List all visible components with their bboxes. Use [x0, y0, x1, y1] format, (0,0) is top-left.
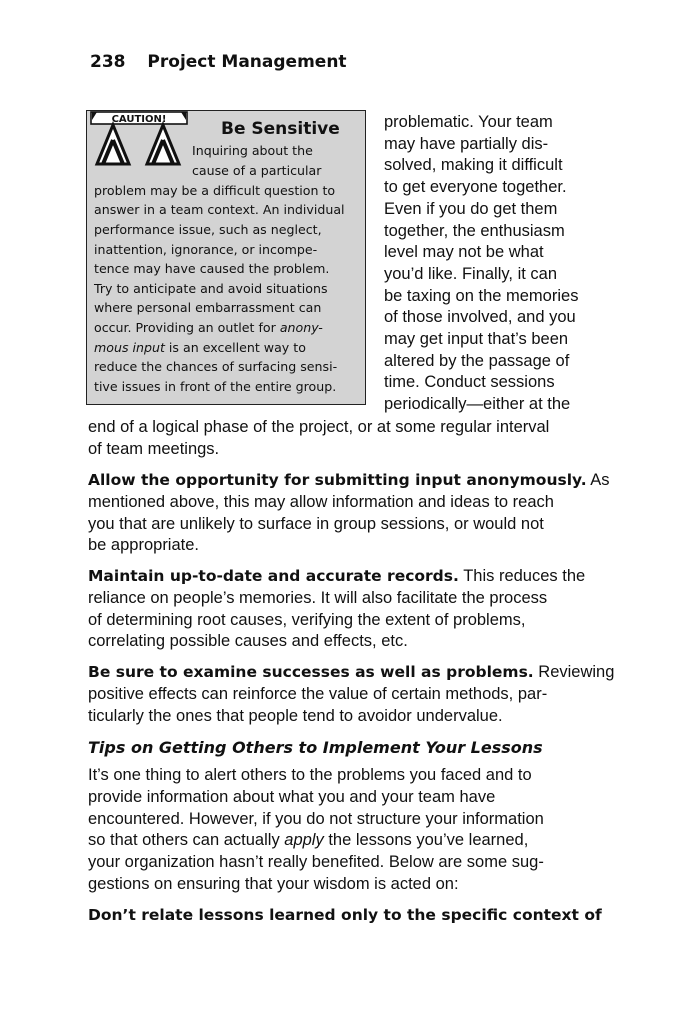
- text-line: be taxing on the memories: [384, 286, 579, 305]
- page-number: 238: [90, 52, 126, 72]
- paragraph-final: [88, 905, 600, 927]
- text-line: correlating possible causes and effects, etc.: [88, 632, 408, 651]
- text-line: gestions on ensuring that your wisdom is acted on:: [88, 874, 459, 893]
- text-line: you that are unlikely to surface in group sessions, or would not: [88, 514, 544, 533]
- running-header: [90, 52, 347, 72]
- text-line: encountered. However, if you do not structure your information: [88, 809, 544, 828]
- caution-line: mous input is an excellent way to: [94, 340, 306, 355]
- text-line: reliance on people’s memories. It will also facilitate the process: [88, 588, 548, 607]
- body-text-right-column: [384, 112, 578, 416]
- text-line: Maintain up-to-date and accurate records. This reduces the: [88, 567, 586, 585]
- text-line: together, the enthusiasm: [384, 221, 565, 240]
- paragraph-lead: Allow the opportunity for submitting input anonymously.: [88, 471, 587, 489]
- text-line: end of a logical phase of the project, or at some regular interval: [88, 418, 550, 436]
- text-line: so that others can actually apply the lessons you’ve learned,: [88, 831, 529, 850]
- caution-line: Try to anticipate and avoid situations: [94, 281, 328, 296]
- caution-line: Inquiring about the: [192, 143, 313, 158]
- caution-line: where personal embarrassment can: [94, 300, 322, 315]
- text-line: of those involved, and you: [384, 308, 576, 327]
- text-line: Even if you do get them: [384, 199, 558, 218]
- text-line: you’d like. Finally, it can: [384, 264, 558, 283]
- section-heading: Tips on Getting Others to Implement Your Lessons: [88, 738, 543, 757]
- caution-icon-label: CAUTION!: [111, 114, 167, 125]
- caution-icon: [89, 108, 191, 166]
- paragraph-lead: Don’t relate lessons learned only to the specific context of: [88, 906, 602, 924]
- text-line: time. Conduct sessions: [384, 373, 555, 392]
- text-line: mentioned above, this may allow information and ideas to reach: [88, 492, 554, 511]
- paragraph-lead: Maintain up-to-date and accurate records.: [88, 567, 459, 585]
- caution-title: Be Sensitive: [221, 119, 340, 139]
- text-line: may have partially dis-: [384, 134, 549, 153]
- text-line: may get input that’s been: [384, 330, 569, 349]
- text-line: altered by the passage of: [384, 351, 570, 370]
- text-line: It’s one thing to alert others to the problems you faced and to: [88, 766, 532, 784]
- caution-line: tive issues in front of the entire group.: [94, 379, 337, 394]
- caution-line: tence may have caused the problem.: [94, 261, 330, 276]
- caution-line: answer in a team context. An individual: [94, 202, 345, 217]
- text-line: solved, making it difficult: [384, 156, 563, 175]
- text-line: Be sure to examine successes as well as problems. Reviewing: [88, 663, 615, 681]
- running-title: Project Management: [147, 52, 347, 72]
- text-line: periodically—either at the: [384, 395, 571, 414]
- paragraph-accurate-records: [88, 566, 600, 653]
- paragraph-examine-successes: [88, 662, 615, 727]
- text-line: to get everyone together.: [384, 178, 567, 197]
- caution-line: cause of a particular: [192, 163, 322, 178]
- text-line: provide information about what you and your team have: [88, 787, 496, 806]
- emphasis: apply: [284, 831, 324, 850]
- text-line: of team meetings.: [88, 439, 220, 458]
- body-text-continuation: [88, 417, 600, 461]
- text-line: level may not be what: [384, 243, 544, 262]
- caution-line: occur. Providing an outlet for anony-: [94, 320, 323, 335]
- caution-line: reduce the chances of surfacing sensi-: [94, 359, 338, 374]
- paragraph-tips: [88, 765, 600, 896]
- caution-line: performance issue, such as neglect,: [94, 222, 322, 237]
- paragraph-lead: Be sure to examine successes as well as problems.: [88, 663, 534, 681]
- text-line: ticularly the ones that people tend to avoidor undervalue.: [88, 706, 503, 725]
- text-line: be appropriate.: [88, 536, 199, 555]
- text-line: your organization hasn’t really benefited. Below are some sug-: [88, 853, 544, 872]
- text-line: problematic. Your team: [384, 113, 553, 131]
- text-line: positive effects can reinforce the value of certain methods, par-: [88, 684, 548, 703]
- paragraph-anonymous-input: [88, 470, 610, 557]
- text-line: Allow the opportunity for submitting input anonymously. As: [88, 471, 610, 489]
- text-line: of determining root causes, verifying the extent of problems,: [88, 610, 526, 629]
- caution-line: problem may be a difficult question to: [94, 183, 336, 198]
- caution-line: inattention, ignorance, or incompe-: [94, 242, 318, 257]
- caution-sidebar: [86, 110, 366, 405]
